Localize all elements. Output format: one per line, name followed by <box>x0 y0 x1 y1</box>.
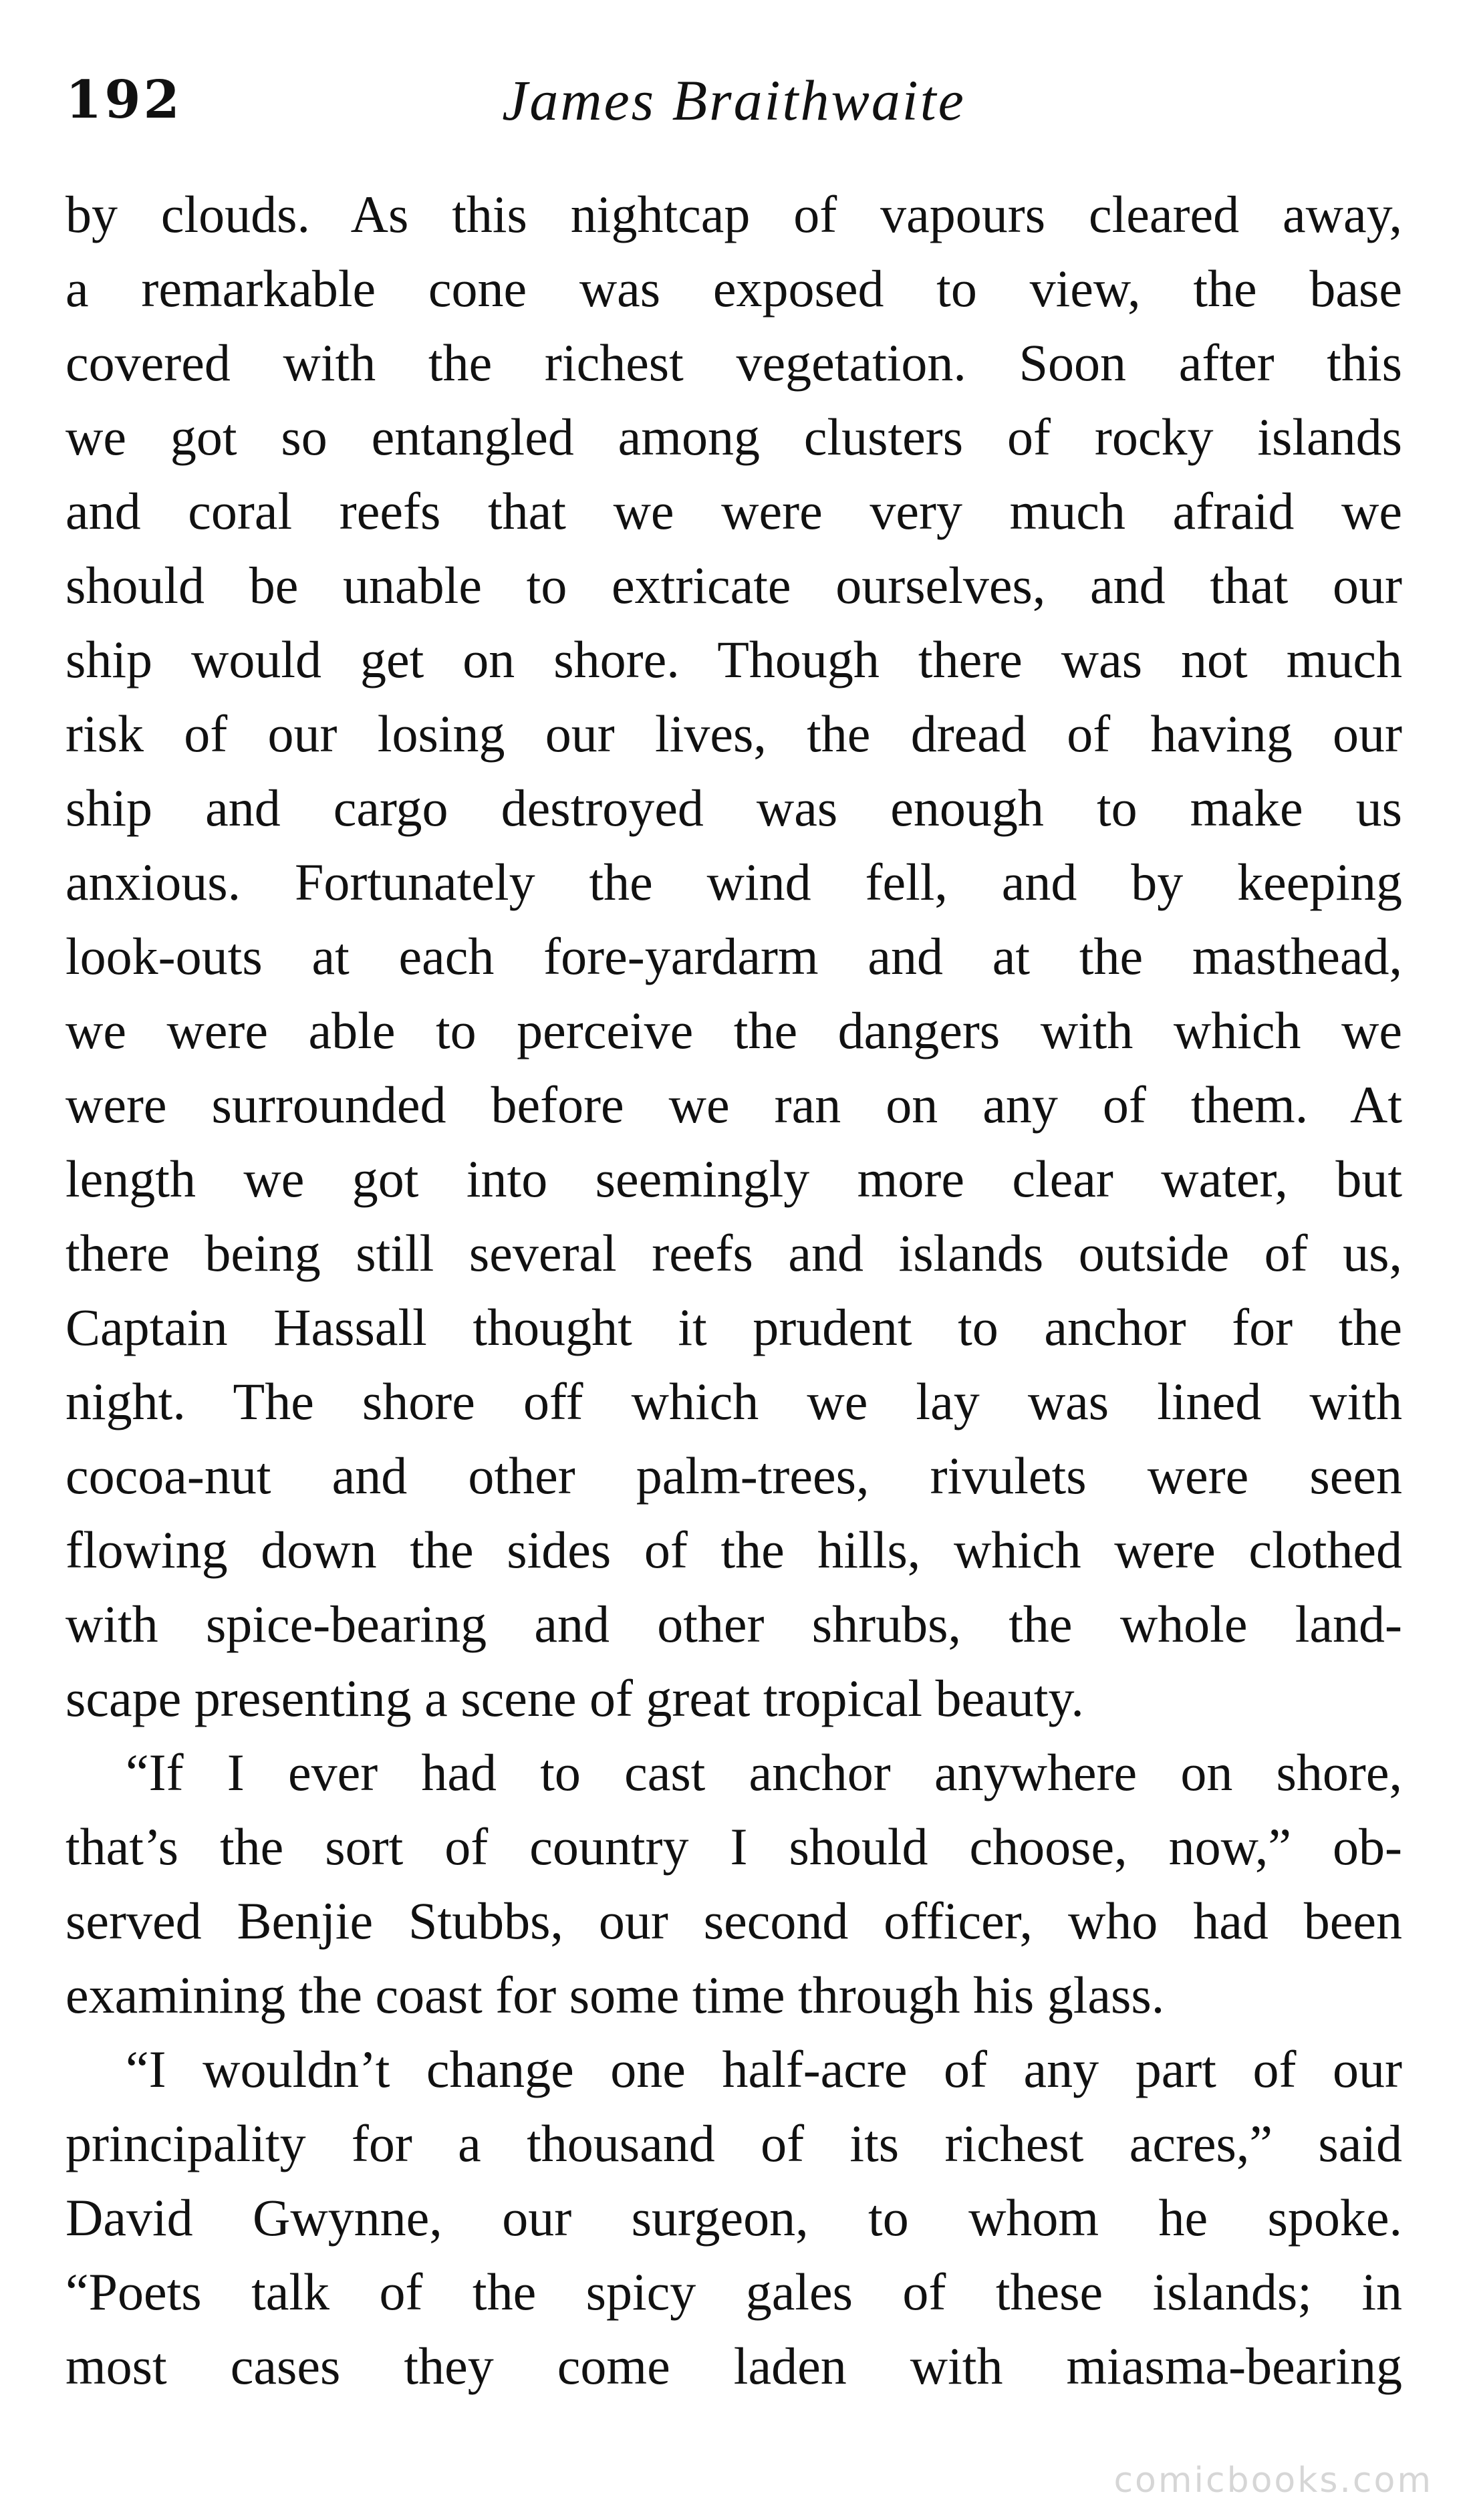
text-line: we were able to perceive the dangers with which we <box>65 1001 1402 1059</box>
text-line: were surrounded before we ran on any of them. At <box>65 1076 1402 1134</box>
text-line: David Gwynne, our surgeon, to whom he spoke. <box>65 2188 1402 2247</box>
running-title: James Braithwaite <box>502 68 966 132</box>
text-line: and coral reefs that we were very much afraid we <box>65 482 1402 540</box>
text-line: Captain Hassall thought it prudent to anchor for the <box>65 1298 1402 1356</box>
text-line: covered with the richest vegetation. Soon after this <box>65 334 1402 392</box>
text-line: scape presenting a scene of great tropical beauty. <box>65 1669 1084 1727</box>
text-line: night. The shore off which we lay was lined with <box>65 1372 1402 1430</box>
text-line: ship would get on shore. Though there was not much <box>65 630 1402 688</box>
text-line: risk of our losing our lives, the dread of having our <box>65 705 1402 763</box>
text-line: principality for a thousand of its richest acres,” said <box>65 2114 1402 2172</box>
text-line: cocoa-nut and other palm-trees, rivulets were seen <box>65 1446 1402 1505</box>
text-line: “Poets talk of the spicy gales of these islands; in <box>65 2263 1402 2321</box>
text-line: length we got into seemingly more clear water, but <box>65 1150 1402 1208</box>
text-line: look-outs at each fore-yardarm and at the masthead, <box>65 927 1402 985</box>
watermark: comicbooks.com <box>1113 2461 1433 2501</box>
text-line: ship and cargo destroyed was enough to make us <box>65 779 1402 837</box>
text-line: most cases they come laden with miasma-bearing <box>65 2337 1402 2395</box>
text-line: a remarkable cone was exposed to view, the base <box>65 259 1402 318</box>
text-line: that’s the sort of country I should choose, now,” ob- <box>65 1817 1402 1876</box>
text-line: by clouds. As this nightcap of vapours cleared away, <box>65 185 1402 243</box>
text-line: “I wouldn’t change one half-acre of any part of our <box>126 2040 1402 2098</box>
text-line: served Benjie Stubbs, our second officer, who had been <box>65 1892 1402 1950</box>
text-line: flowing down the sides of the hills, which were clothed <box>65 1521 1402 1579</box>
text-line: “If I ever had to cast anchor anywhere on shore, <box>126 1743 1402 1801</box>
text-line: we got so entangled among clusters of rocky islands <box>65 408 1402 466</box>
page-number: 192 <box>65 70 182 130</box>
text-line: examining the coast for some time through his glass. <box>65 1966 1165 2024</box>
text-line: should be unable to extricate ourselves, and that our <box>65 556 1402 614</box>
text-line: anxious. Fortunately the wind fell, and by keeping <box>65 853 1402 911</box>
running-head <box>65 60 1402 140</box>
text-line: with spice-bearing and other shrubs, the whole land- <box>65 1595 1402 1653</box>
text-line: there being still several reefs and islands outside of us, <box>65 1224 1402 1282</box>
body-text <box>65 177 1402 2403</box>
